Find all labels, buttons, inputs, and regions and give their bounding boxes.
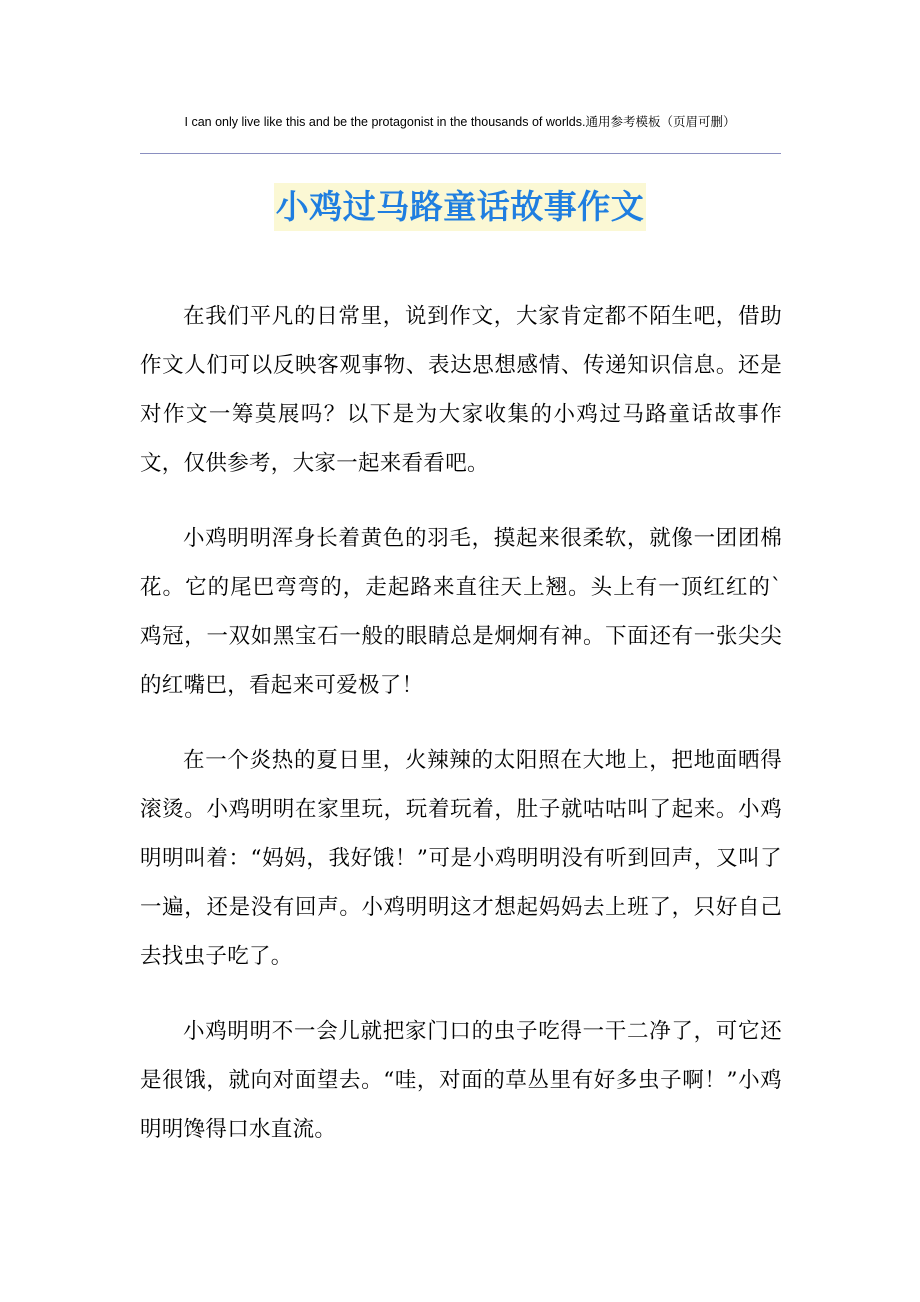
paragraph-hungry: 在一个炎热的夏日里，火辣辣的太阳照在大地上，把地面晒得滚烫。小鸡明明在家里玩，玩着玩着，肚子就咕咕叫了起来。小鸡明明叫着：“妈妈，我好饿！”可是小鸡明明没有听到回声，又叫了一遍，还是没有回声。小鸡明明这才想起妈妈去上班了，只好自己去找虫子吃了。 xyxy=(140,748,782,969)
paragraph-intro: 在我们平凡的日常里，说到作文，大家肯定都不陌生吧，借助作文人们可以反映客观事物、表达思想感情、传递知识信息。还是对作文一筹莫展吗？以下是为大家收集的小鸡过马路童话故事作文，仅供参考，大家一起来看看吧。 xyxy=(140,304,782,476)
title-container xyxy=(0,183,920,231)
page-header: I can only live like this and be the protagonist in the thousands of worlds.通用参考模板（页眉可删） xyxy=(184,115,736,129)
paragraph-description: 小鸡明明浑身长着黄色的羽毛，摸起来很柔软，就像一团团棉花。它的尾巴弯弯的，走起路来直往天上翘。头上有一顶红红的`鸡冠，一双如黑宝石一般的眼睛总是炯炯有神。下面还有一张尖尖的红嘴巴，看起来可爱极了！ xyxy=(140,526,782,698)
paragraph-across-road: 小鸡明明不一会儿就把家门口的虫子吃得一干二净了，可它还是很饿，就向对面望去。“哇，对面的草丛里有好多虫子啊！”小鸡明明馋得口水直流。 xyxy=(140,1019,782,1142)
document-title: 小鸡过马路童话故事作文 xyxy=(274,183,647,231)
article-body xyxy=(140,292,782,1180)
header-divider xyxy=(140,153,781,154)
